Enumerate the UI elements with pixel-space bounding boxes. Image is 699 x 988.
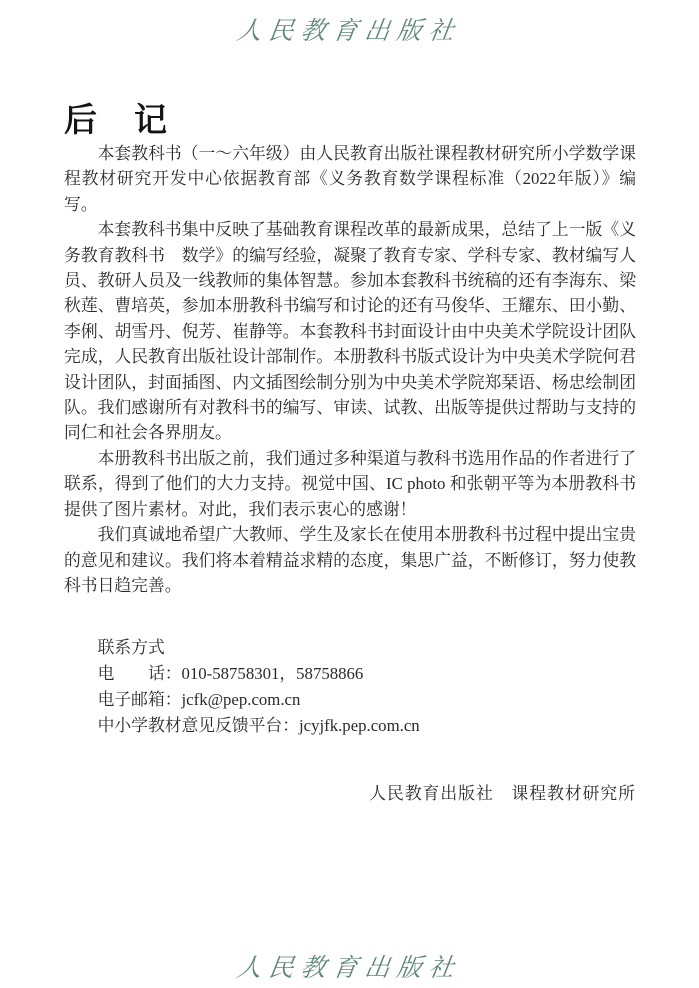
publisher-footer-logo [0,948,699,984]
publisher-header-logo [0,11,699,47]
body-paragraph-4: 我们真诚地希望广大教师、学生及家长在使用本册教科书过程中提出宝贵的意见和建议。我们将本着精益求精的态度，集思广益，不断修订，努力使教科书日趋完善。 [64,525,636,595]
body-paragraph-1: 本套教科书（一～六年级）由人民教育出版社课程教材研究所小学数学课程教材研究开发中心依据教育部《义务教育数学课程标准（2022年版）》编写。 [64,144,636,214]
publisher-signature: 人民教育出版社 课程教材研究所 [369,784,636,804]
contact-heading: 联系方式 [97,638,165,658]
contact-feedback-line: 中小学教材意见反馈平台：jcyjfk.pep.com.cn [97,716,420,736]
page-title: 后 记 [64,101,169,139]
contact-info-block [64,635,636,739]
contact-phone-line: 电 话：010-58758301，58758866 [97,664,364,684]
publisher-calligraphy-text: 人民教育出版社 [235,16,464,45]
contact-email-line: 电子邮箱：jcfk@pep.com.cn [97,690,301,710]
afterword-body [64,141,636,807]
publisher-calligraphy-text: 人民教育出版社 [235,953,464,982]
body-paragraph-3: 本册教科书出版之前，我们通过多种渠道与教科书选用作品的作者进行了联系，得到了他们的大力支持。视觉中国、IC photo 和张朝平等为本册教科书提供了图片素材。对此，我们表示衷心的感谢！ [64,448,636,519]
body-paragraph-2: 本套教科书集中反映了基础教育课程改革的最新成果，总结了上一版《义务教育教科书 数学》的编写经验，凝聚了教育专家、学科专家、教材编写人员、教研人员及一线教师的集体智慧。参加本套教科书统稿的还有李海东、梁秋莲、曹培英，参加本册教科书编写和讨论的还有马俊华、王耀东、田小勤、李俐、胡雪丹、倪芳、崔静等。本套教科书封面设计由中央美术学院设计团队完成，人民教育出版社设计部制作。本册教科书版式设计为中央美术学院何君设计团队，封面插图、内文插图绘制分别为中央美术学院郑琹语、杨忠绘制团队。我们感谢所有对教科书的编写、审读、试教、出版等提供过帮助与支持的同仁和社会各界朋友。 [64,220,636,443]
